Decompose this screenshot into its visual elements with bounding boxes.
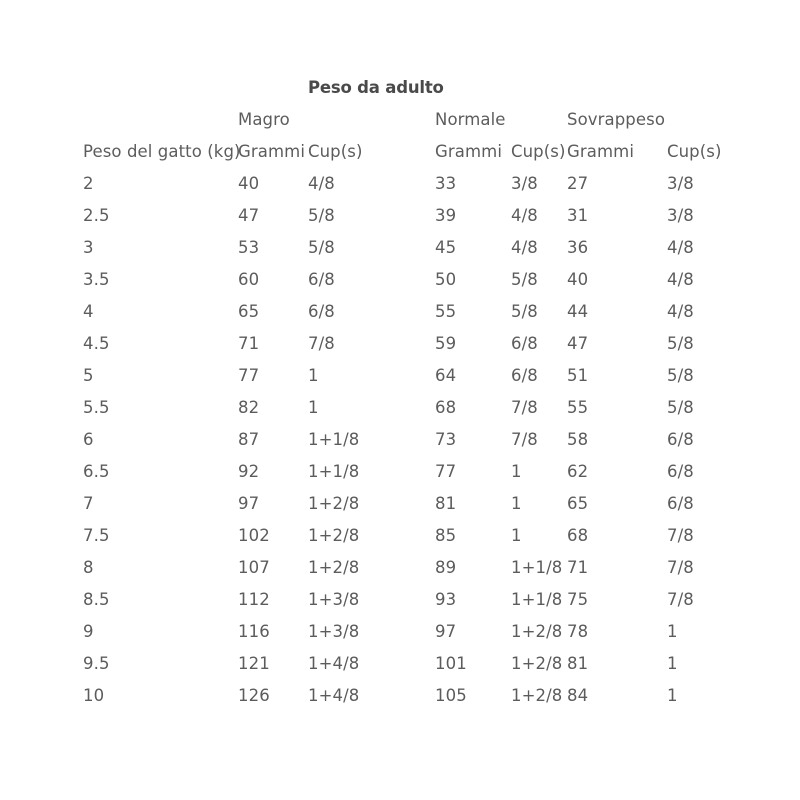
cell-normale-cups: 4/8 <box>511 238 538 257</box>
cell-peso-gatto: 5 <box>83 366 94 385</box>
cell-peso-gatto: 8 <box>83 558 94 577</box>
cell-normale-grammi: 39 <box>435 206 457 225</box>
cell-magro-cups: 1+2/8 <box>308 558 360 577</box>
cell-normale-grammi: 89 <box>435 558 457 577</box>
cell-sovrappeso-cups: 6/8 <box>667 494 694 513</box>
cell-sovrappeso-grammi: 84 <box>567 686 589 705</box>
cell-sovrappeso-grammi: 51 <box>567 366 589 385</box>
cell-normale-cups: 1 <box>511 462 522 481</box>
cell-normale-grammi: 55 <box>435 302 457 321</box>
cell-normale-grammi: 73 <box>435 430 457 449</box>
cell-magro-grammi: 92 <box>238 462 260 481</box>
cell-magro-grammi: 65 <box>238 302 260 321</box>
cell-sovrappeso-cups: 1 <box>667 654 678 673</box>
cell-sovrappeso-cups: 7/8 <box>667 558 694 577</box>
cell-magro-grammi: 107 <box>238 558 270 577</box>
cell-magro-grammi: 71 <box>238 334 260 353</box>
cell-peso-gatto: 5.5 <box>83 398 110 417</box>
cell-normale-grammi: 85 <box>435 526 457 545</box>
cell-sovrappeso-cups: 4/8 <box>667 302 694 321</box>
cell-magro-cups: 1+1/8 <box>308 462 360 481</box>
cell-sovrappeso-grammi: 65 <box>567 494 589 513</box>
cell-peso-gatto: 4 <box>83 302 94 321</box>
cell-magro-cups: 5/8 <box>308 238 335 257</box>
column-header-magro-cups: Cup(s) <box>308 142 363 161</box>
column-header-normale-cups: Cup(s) <box>511 142 566 161</box>
cell-magro-cups: 1+2/8 <box>308 526 360 545</box>
cell-peso-gatto: 4.5 <box>83 334 110 353</box>
cell-magro-cups: 1+3/8 <box>308 590 360 609</box>
cell-normale-cups: 1+1/8 <box>511 590 563 609</box>
cell-normale-cups: 6/8 <box>511 366 538 385</box>
cell-normale-cups: 6/8 <box>511 334 538 353</box>
cell-sovrappeso-cups: 5/8 <box>667 398 694 417</box>
column-header-peso-gatto: Peso del gatto (kg) <box>83 142 241 161</box>
group-header-sovrappeso: Sovrappeso <box>567 110 666 129</box>
cell-normale-grammi: 81 <box>435 494 457 513</box>
cell-magro-grammi: 97 <box>238 494 260 513</box>
cell-normale-grammi: 77 <box>435 462 457 481</box>
cell-magro-cups: 1+3/8 <box>308 622 360 641</box>
cell-peso-gatto: 3 <box>83 238 94 257</box>
cell-normale-cups: 5/8 <box>511 270 538 289</box>
cell-sovrappeso-grammi: 75 <box>567 590 589 609</box>
cell-magro-grammi: 60 <box>238 270 260 289</box>
cell-normale-cups: 7/8 <box>511 398 538 417</box>
cell-sovrappeso-grammi: 36 <box>567 238 589 257</box>
cell-magro-cups: 5/8 <box>308 206 335 225</box>
cell-normale-cups: 7/8 <box>511 430 538 449</box>
cell-sovrappeso-grammi: 40 <box>567 270 589 289</box>
cell-sovrappeso-cups: 5/8 <box>667 334 694 353</box>
cell-sovrappeso-cups: 5/8 <box>667 366 694 385</box>
cell-sovrappeso-cups: 7/8 <box>667 526 694 545</box>
cell-peso-gatto: 9 <box>83 622 94 641</box>
cell-peso-gatto: 9.5 <box>83 654 110 673</box>
cell-normale-grammi: 97 <box>435 622 457 641</box>
cell-peso-gatto: 3.5 <box>83 270 110 289</box>
cell-normale-grammi: 64 <box>435 366 457 385</box>
cell-normale-cups: 5/8 <box>511 302 538 321</box>
column-header-sovrappeso-cups: Cup(s) <box>667 142 722 161</box>
cell-normale-grammi: 93 <box>435 590 457 609</box>
cell-sovrappeso-cups: 6/8 <box>667 462 694 481</box>
cell-normale-cups: 1+1/8 <box>511 558 563 577</box>
cell-magro-cups: 1 <box>308 366 319 385</box>
cell-magro-grammi: 47 <box>238 206 260 225</box>
cell-sovrappeso-grammi: 68 <box>567 526 589 545</box>
cell-normale-grammi: 59 <box>435 334 457 353</box>
cell-magro-cups: 6/8 <box>308 270 335 289</box>
cell-magro-cups: 4/8 <box>308 174 335 193</box>
cell-magro-cups: 7/8 <box>308 334 335 353</box>
cell-sovrappeso-cups: 4/8 <box>667 238 694 257</box>
cell-sovrappeso-cups: 3/8 <box>667 206 694 225</box>
cell-normale-cups: 4/8 <box>511 206 538 225</box>
cell-magro-cups: 1+4/8 <box>308 686 360 705</box>
cell-normale-grammi: 101 <box>435 654 467 673</box>
cell-sovrappeso-grammi: 58 <box>567 430 589 449</box>
cell-peso-gatto: 8.5 <box>83 590 110 609</box>
cell-sovrappeso-grammi: 62 <box>567 462 589 481</box>
cell-normale-grammi: 50 <box>435 270 457 289</box>
cell-sovrappeso-cups: 1 <box>667 686 678 705</box>
group-header-normale: Normale <box>435 110 506 129</box>
cell-magro-cups: 1+1/8 <box>308 430 360 449</box>
cell-peso-gatto: 10 <box>83 686 105 705</box>
cell-sovrappeso-cups: 4/8 <box>667 270 694 289</box>
column-header-magro-grammi: Grammi <box>238 142 306 161</box>
column-header-normale-grammi: Grammi <box>435 142 503 161</box>
cell-magro-grammi: 87 <box>238 430 260 449</box>
cell-normale-cups: 1+2/8 <box>511 686 563 705</box>
cell-sovrappeso-cups: 1 <box>667 622 678 641</box>
cell-normale-cups: 1+2/8 <box>511 654 563 673</box>
cell-normale-grammi: 105 <box>435 686 467 705</box>
cell-sovrappeso-grammi: 71 <box>567 558 589 577</box>
cell-magro-grammi: 116 <box>238 622 270 641</box>
cell-sovrappeso-grammi: 55 <box>567 398 589 417</box>
cell-peso-gatto: 2 <box>83 174 94 193</box>
cell-magro-grammi: 40 <box>238 174 260 193</box>
cell-peso-gatto: 6 <box>83 430 94 449</box>
cell-magro-grammi: 82 <box>238 398 260 417</box>
cell-normale-cups: 1+2/8 <box>511 622 563 641</box>
group-header-magro: Magro <box>238 110 290 129</box>
cell-magro-cups: 1+4/8 <box>308 654 360 673</box>
cell-sovrappeso-grammi: 78 <box>567 622 589 641</box>
cell-normale-cups: 1 <box>511 494 522 513</box>
cell-sovrappeso-grammi: 47 <box>567 334 589 353</box>
table-title: Peso da adulto <box>308 78 444 97</box>
cell-magro-cups: 1 <box>308 398 319 417</box>
cell-peso-gatto: 7.5 <box>83 526 110 545</box>
cell-peso-gatto: 2.5 <box>83 206 110 225</box>
cell-sovrappeso-grammi: 44 <box>567 302 589 321</box>
cell-magro-grammi: 121 <box>238 654 270 673</box>
cell-magro-cups: 1+2/8 <box>308 494 360 513</box>
cell-magro-grammi: 102 <box>238 526 270 545</box>
cell-peso-gatto: 7 <box>83 494 94 513</box>
cell-normale-grammi: 45 <box>435 238 457 257</box>
cell-magro-cups: 6/8 <box>308 302 335 321</box>
column-header-sovrappeso-grammi: Grammi <box>567 142 635 161</box>
cell-sovrappeso-cups: 6/8 <box>667 430 694 449</box>
cell-magro-grammi: 53 <box>238 238 260 257</box>
cell-normale-cups: 1 <box>511 526 522 545</box>
cell-normale-grammi: 68 <box>435 398 457 417</box>
cell-normale-cups: 3/8 <box>511 174 538 193</box>
cell-sovrappeso-cups: 3/8 <box>667 174 694 193</box>
cell-sovrappeso-grammi: 31 <box>567 206 589 225</box>
cell-magro-grammi: 126 <box>238 686 270 705</box>
cell-sovrappeso-grammi: 27 <box>567 174 589 193</box>
cell-magro-grammi: 77 <box>238 366 260 385</box>
cell-normale-grammi: 33 <box>435 174 457 193</box>
cell-sovrappeso-grammi: 81 <box>567 654 589 673</box>
cell-peso-gatto: 6.5 <box>83 462 110 481</box>
cell-sovrappeso-cups: 7/8 <box>667 590 694 609</box>
cell-magro-grammi: 112 <box>238 590 270 609</box>
